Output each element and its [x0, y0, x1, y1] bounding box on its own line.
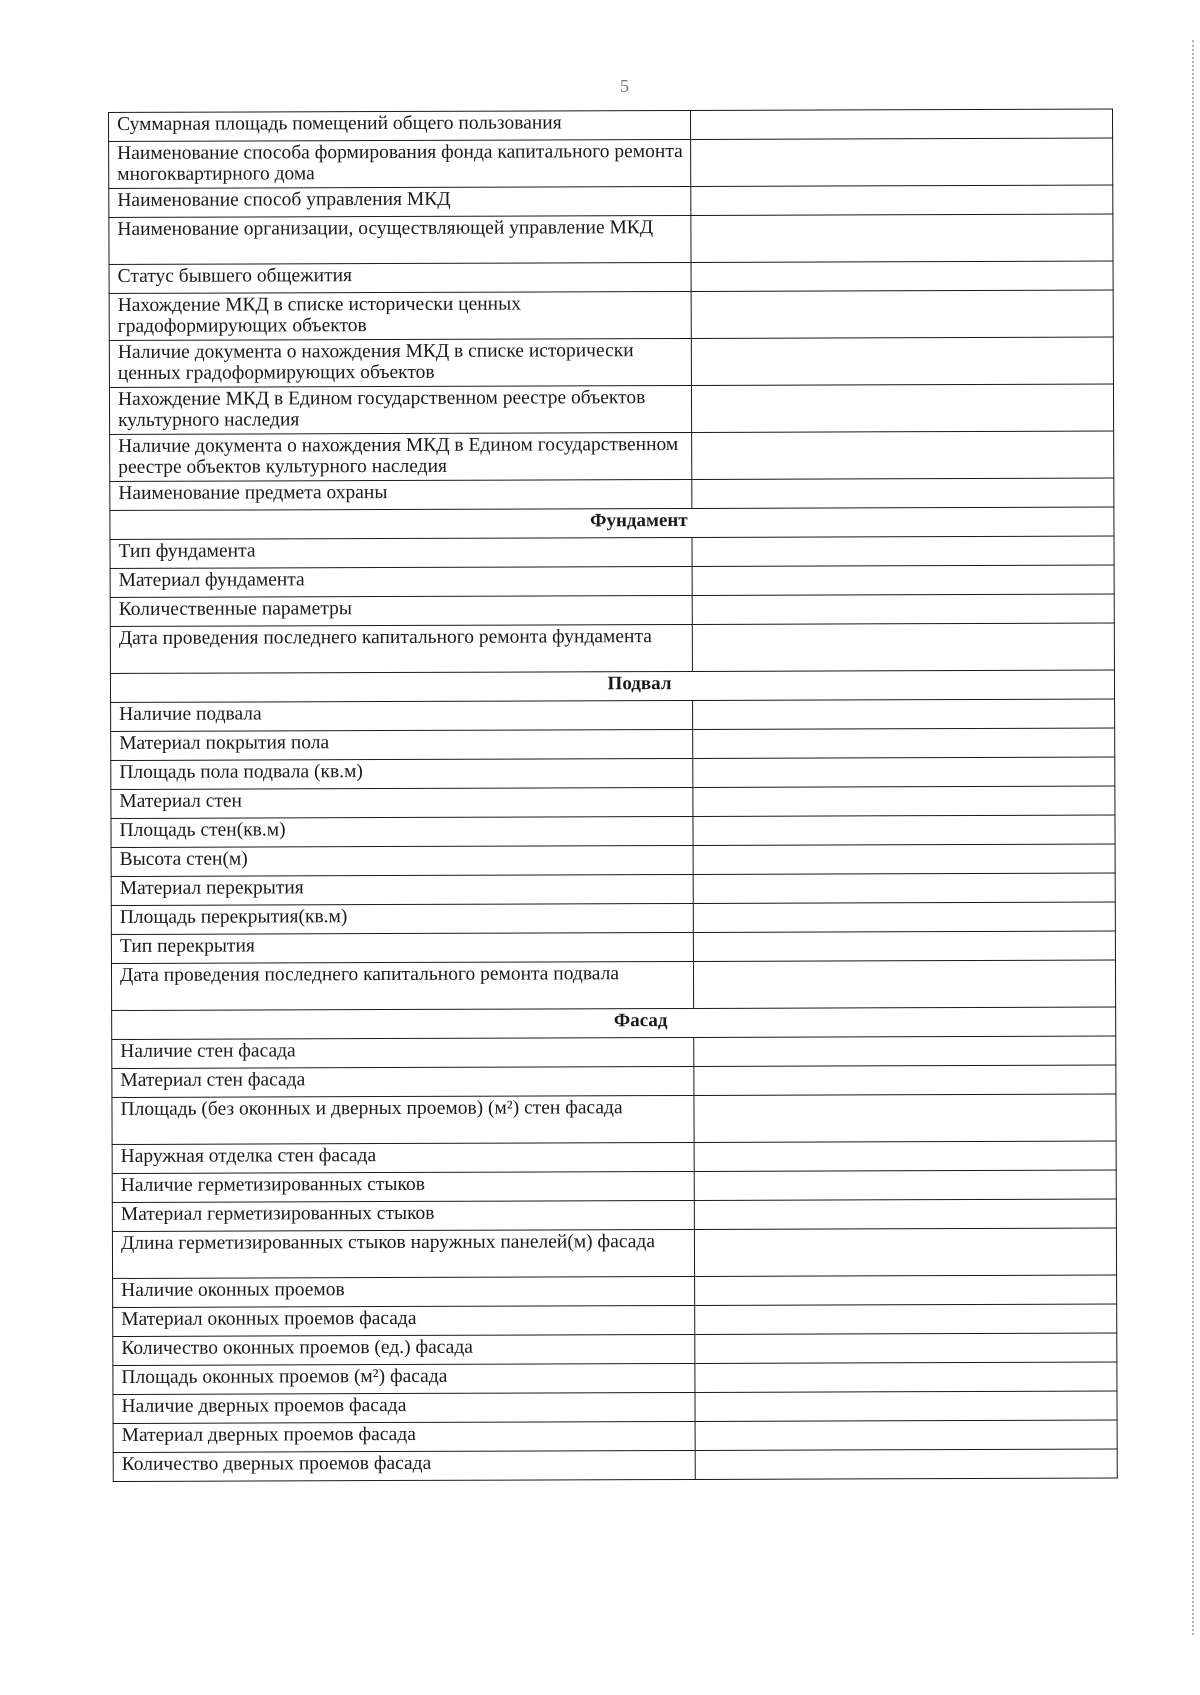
table-row — [109, 337, 1113, 388]
field-value-cell — [690, 109, 1112, 139]
field-label: Наличие дверных проемов фасада — [113, 1392, 695, 1423]
table-row — [110, 594, 1114, 627]
field-value-cell — [695, 1362, 1117, 1392]
table-row — [110, 536, 1114, 569]
field-value-cell — [695, 1333, 1117, 1363]
field-value-cell — [693, 902, 1115, 932]
field-label: Площадь стен(кв.м) — [111, 816, 693, 847]
table-row — [109, 384, 1113, 435]
table-row — [111, 699, 1115, 732]
field-value-cell — [693, 960, 1115, 1008]
field-label: Материал фундамента — [110, 566, 692, 597]
field-label: Площадь перекрытия(кв.м) — [111, 903, 693, 934]
section-title: Подвал — [110, 670, 1114, 703]
property-data-table — [108, 108, 1118, 1481]
field-label: Наличие подвала — [111, 700, 693, 731]
field-value-cell — [695, 1391, 1117, 1421]
field-value-cell — [692, 565, 1114, 595]
table-row — [113, 1420, 1117, 1453]
field-label: Нахождение МКД в Едином государственном реестре объектов культурного наследия — [109, 385, 691, 434]
scan-edge-artifact — [1192, 40, 1198, 1635]
field-value-cell — [691, 138, 1113, 186]
field-value-cell — [693, 815, 1115, 845]
page-number: 5 — [620, 76, 629, 96]
field-value-cell — [692, 594, 1114, 624]
field-value-cell — [693, 786, 1115, 816]
field-label: Материал перекрытия — [111, 874, 693, 905]
field-label: Площадь пола подвала (кв.м) — [111, 758, 693, 789]
table-row — [112, 1094, 1116, 1145]
field-value-cell — [695, 1304, 1117, 1334]
field-label: Площадь оконных проемов (м²) фасада — [113, 1363, 695, 1394]
table-row — [111, 873, 1115, 906]
table-body — [109, 109, 1118, 1481]
field-value-cell — [691, 214, 1113, 262]
field-value-cell — [695, 1275, 1117, 1305]
table-row — [113, 1275, 1117, 1308]
field-value-cell — [691, 261, 1113, 291]
field-value-cell — [694, 1094, 1116, 1142]
table-row — [111, 728, 1115, 761]
table-row — [110, 623, 1114, 674]
section-header-row — [112, 1007, 1116, 1040]
field-label: Наличие герметизированных стыков — [112, 1171, 694, 1202]
field-value-cell — [694, 1141, 1116, 1171]
table-row — [109, 261, 1113, 294]
table-row — [112, 1065, 1116, 1098]
table-row — [111, 960, 1115, 1011]
table-row — [112, 1141, 1116, 1174]
field-label: Материал дверных проемов фасада — [113, 1421, 695, 1452]
section-title: Фундамент — [110, 507, 1114, 540]
table-row — [113, 1362, 1117, 1395]
field-value-cell — [693, 931, 1115, 961]
table-row — [110, 431, 1114, 482]
field-value-cell — [692, 478, 1114, 508]
field-value-cell — [693, 873, 1115, 903]
field-label: Материал герметизированных стыков — [112, 1200, 694, 1231]
table-row — [113, 1449, 1117, 1482]
table-row — [111, 902, 1115, 935]
section-header-row — [110, 670, 1114, 703]
table-row — [112, 1170, 1116, 1203]
field-label: Наличие документа о нахождения МКД в списке исторически ценных градоформирующих объектов — [109, 338, 691, 387]
field-label: Количество оконных проемов (ед.) фасада — [113, 1334, 695, 1365]
field-value-cell — [692, 536, 1114, 566]
table-row — [112, 1228, 1116, 1279]
field-value-cell — [694, 1228, 1116, 1276]
section-header-row — [110, 507, 1114, 540]
field-label: Наличие стен фасада — [112, 1037, 694, 1068]
field-value-cell — [695, 1420, 1117, 1450]
field-label: Материал оконных проемов фасада — [113, 1305, 695, 1336]
table-row — [109, 214, 1113, 265]
table-row — [111, 931, 1115, 964]
table-row — [111, 815, 1115, 848]
field-value-cell — [692, 623, 1114, 671]
field-value-cell — [693, 844, 1115, 874]
field-label: Наименование способ управления МКД — [109, 186, 691, 217]
field-value-cell — [691, 290, 1113, 338]
field-label: Материал покрытия пола — [111, 729, 693, 760]
field-value-cell — [695, 1449, 1117, 1479]
field-label: Тип фундамента — [110, 537, 692, 568]
table-row — [111, 786, 1115, 819]
table-row — [111, 844, 1115, 877]
field-label: Суммарная площадь помещений общего пользования — [109, 110, 691, 141]
field-label: Площадь (без оконных и дверных проемов) (м²) стен фасада — [112, 1095, 694, 1144]
table-row — [112, 1199, 1116, 1232]
table-row — [110, 565, 1114, 598]
field-label: Нахождение МКД в списке исторически ценных градоформирующих объектов — [109, 291, 691, 340]
table-row — [112, 1036, 1116, 1069]
field-label: Дата проведения последнего капитального ремонта фундамента — [110, 624, 692, 673]
field-label: Высота стен(м) — [111, 845, 693, 876]
table-row — [110, 478, 1114, 511]
table-row — [111, 757, 1115, 790]
field-label: Количество дверных проемов фасада — [113, 1450, 695, 1481]
field-label: Наименование предмета охраны — [110, 479, 692, 510]
table-row — [113, 1391, 1117, 1424]
field-value-cell — [691, 384, 1113, 432]
field-label: Наименование способа формирования фонда капитального ремонта многоквартирного дома — [109, 139, 691, 188]
field-label: Статус бывшего общежития — [109, 262, 691, 293]
field-label: Количественные параметры — [110, 595, 692, 626]
field-label: Длина герметизированных стыков наружных панелей(м) фасада — [112, 1229, 694, 1278]
field-label: Дата проведения последнего капитального ремонта подвала — [111, 961, 693, 1010]
field-value-cell — [693, 757, 1115, 787]
field-label: Наружная отделка стен фасада — [112, 1142, 694, 1173]
field-value-cell — [691, 185, 1113, 215]
field-value-cell — [694, 1036, 1116, 1066]
field-label: Материал стен — [111, 787, 693, 818]
table-row — [113, 1333, 1117, 1366]
field-label: Наименование организации, осуществляющей управление МКД — [109, 215, 691, 264]
field-value-cell — [694, 1170, 1116, 1200]
table-row — [113, 1304, 1117, 1337]
table-row — [109, 290, 1113, 341]
field-value-cell — [694, 1199, 1116, 1229]
field-label: Наличие документа о нахождения МКД в Едином государственном реестре объектов культурного наследия — [110, 432, 692, 481]
field-value-cell — [693, 728, 1115, 758]
field-label: Материал стен фасада — [112, 1066, 694, 1097]
field-value-cell — [691, 337, 1113, 385]
field-value-cell — [693, 699, 1115, 729]
table-row — [109, 185, 1113, 218]
field-value-cell — [692, 431, 1114, 479]
table-row — [109, 138, 1113, 189]
section-title: Фасад — [112, 1007, 1116, 1040]
field-label: Тип перекрытия — [111, 932, 693, 963]
field-value-cell — [694, 1065, 1116, 1095]
table-row — [109, 109, 1113, 142]
field-label: Наличие оконных проемов — [113, 1276, 695, 1307]
